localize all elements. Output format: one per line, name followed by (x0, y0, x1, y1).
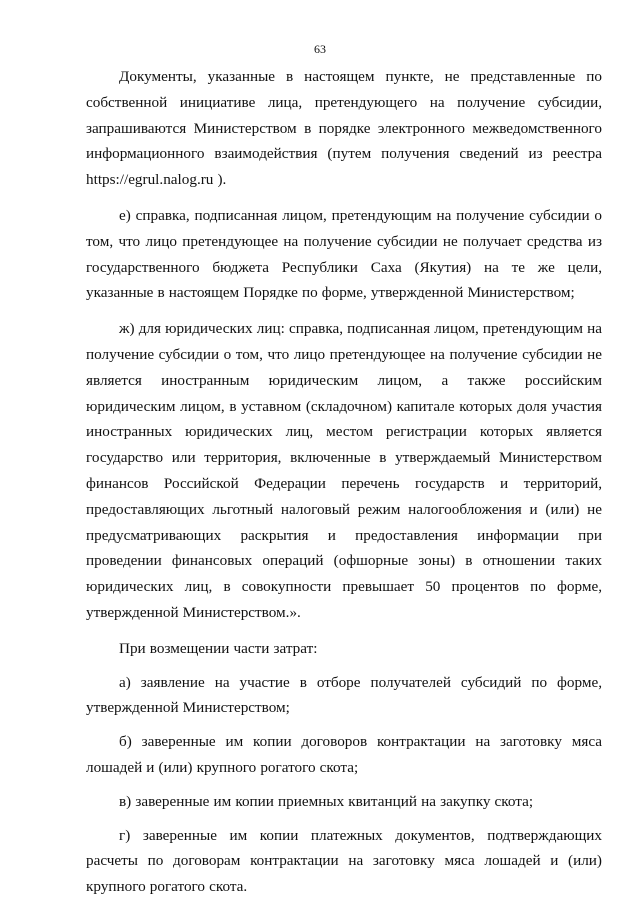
paragraph-item-a: а) заявление на участие в отборе получателей субсидий по форме, утвержденной Министерством; (86, 673, 602, 717)
paragraph-item-e: е) справка, подписанная лицом, претендующим на получение субсидии о том, что лицо претендующее на получение субсидии не получает средства из государственного бюджета Республики Саха (Якутия) на те же цели, указанные в настоящем Порядке по форме, утвержденной Министерством; (86, 206, 602, 302)
page-number: 63 (314, 42, 326, 56)
paragraph-cost-reimbursement: При возмещении части затрат: (119, 639, 318, 657)
paragraph-item-g: г) заверенные им копии платежных документов, подтверждающих расчеты по договорам контрактации на заготовку мяса лошадей и (или) крупного рогатого скота. (86, 826, 602, 896)
paragraph-item-zh: ж) для юридических лиц: справка, подписанная лицом, претендующим на получение субсидии о том, что лицо претендующее на получение субсидии не является иностранным юридическим лицом, а также российским юридическим лицом, в уставном (складочном) капитале которых доля участия иностранных юридических лиц, местом регистрации которых является государство или территория, включенные в утверждаемый Министерством финансов Российской Федерации перечень государств и территорий, предоставляющих льготный налоговый режим налогообложения и (или) не предусматривающих раскрытия и предоставления информации при проведении финансовых операций (офшорные зоны) в отношении таких юридических лиц, в совокупности превышает 50 процентов по форме, утвержденной Министерством.». (86, 320, 602, 621)
document-body (86, 64, 602, 900)
paragraph-item-v: в) заверенные им копии приемных квитанций на закупку скота; (119, 792, 534, 810)
paragraph-documents-request: Документы, указанные в настоящем пункте, не представленные по собственной инициативе лица, претендующего на получение субсидии, запрашиваются Министерством в порядке электронного межведомственного информационного взаимодействия (путем получения сведений из реестра https://egrul.nalog.ru ). (86, 68, 602, 189)
paragraph-item-b: б) заверенные им копии договоров контрактации на заготовку мяса лошадей и (или) крупного рогатого скота; (86, 733, 602, 776)
